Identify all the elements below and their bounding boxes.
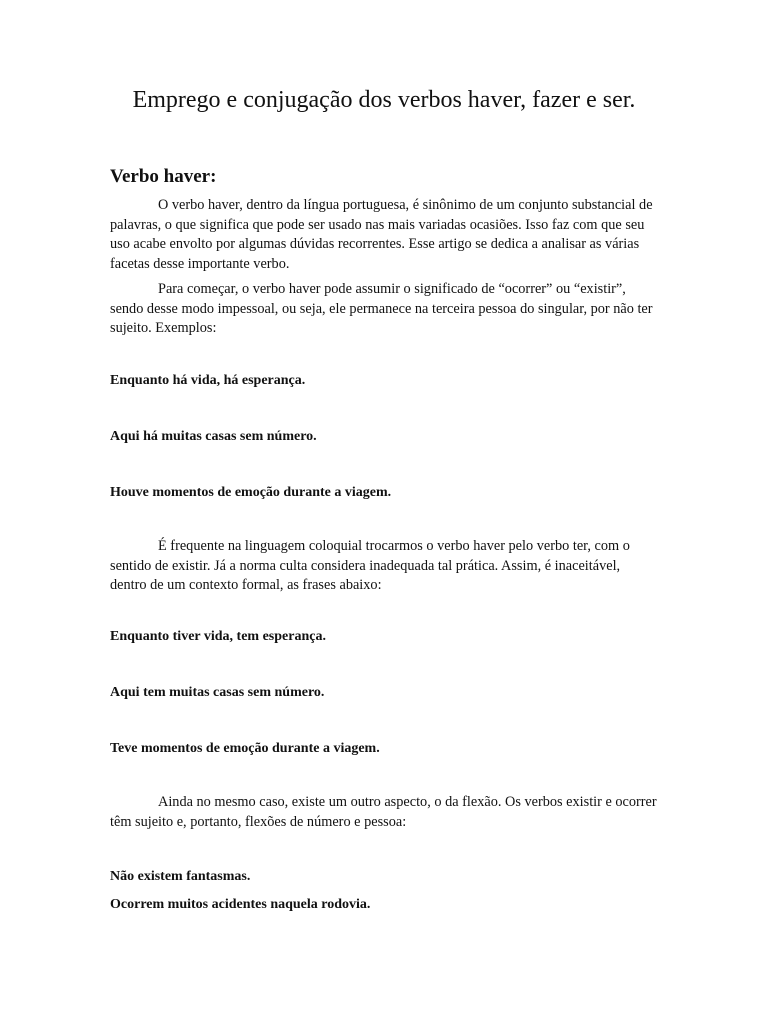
example-sentence: Aqui há muitas casas sem número.	[110, 429, 317, 444]
section-heading: Verbo haver:	[110, 166, 217, 187]
example-sentence: Teve momentos de emoção durante a viagem.	[110, 741, 380, 756]
paragraph-meaning: Para começar, o verbo haver pode assumir o significado de “ocorrer” ou “existir”, sendo desse modo impessoal, ou seja, ele permanece na terceira pessoa do singular, por não ter sujeito. Exemplos:	[110, 281, 653, 336]
example-sentence: Ocorrem muitos acidentes naquela rodovia.	[110, 897, 371, 912]
document-title: Emprego e conjugação dos verbos haver, fazer e ser.	[132, 87, 636, 113]
paragraph-colloquial: É frequente na linguagem coloquial trocarmos o verbo haver pelo verbo ter, com o sentido de existir. Já a norma culta considera inadequada tal prática. Assim, é inaceitável, dentro de um contexto formal, as frases abaixo:	[110, 538, 630, 593]
paragraph-inflection: Ainda no mesmo caso, existe um outro aspecto, o da flexão. Os verbos existir e ocorrer têm sujeito e, portanto, flexões de número e pessoa:	[110, 794, 657, 830]
example-sentence: Enquanto há vida, há esperança.	[110, 373, 306, 388]
paragraph-intro: O verbo haver, dentro da língua portuguesa, é sinônimo de um conjunto substancial de palavras, o que significa que pode ser usado nas mais variadas ocasiões. Isso faz com que seu uso acabe envolto por algumas dúvidas recorrentes. Esse artigo se dedica a analisar as várias facetas desse importante verbo.	[110, 197, 653, 272]
example-sentence: Aqui tem muitas casas sem número.	[110, 685, 325, 700]
example-sentence: Houve momentos de emoção durante a viagem.	[110, 485, 392, 500]
example-sentence: Enquanto tiver vida, tem esperança.	[110, 629, 326, 644]
example-sentence: Não existem fantasmas.	[110, 869, 251, 884]
